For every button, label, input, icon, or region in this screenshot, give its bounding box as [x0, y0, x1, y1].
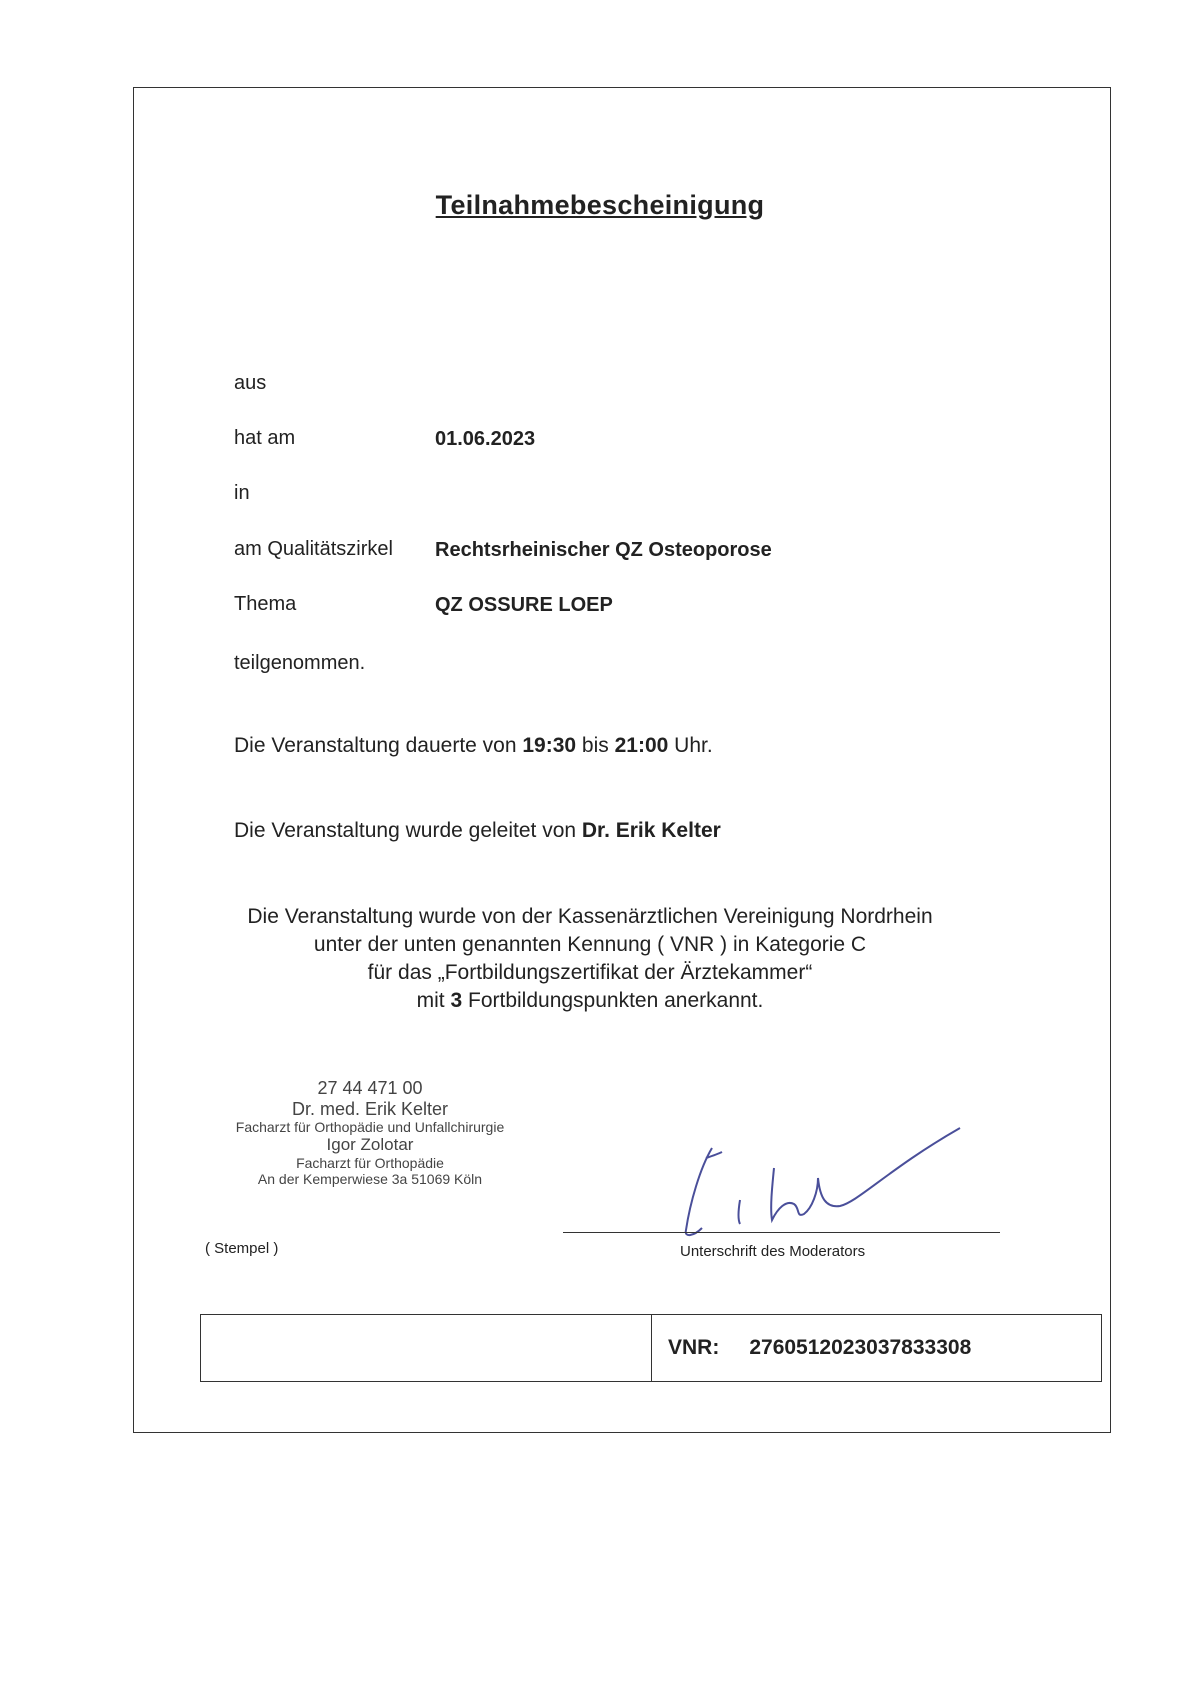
topic-value: QZ OSSURE LOEP: [435, 594, 613, 616]
recognition-prefix: mit: [416, 989, 451, 1012]
moderator-signature: [660, 1108, 990, 1238]
vnr-label: VNR:: [668, 1336, 720, 1359]
recognition-line-2: unter der unten genannten Kennung ( VNR ) in Kategorie C: [313, 933, 867, 956]
vnr-box: [200, 1314, 1102, 1382]
duration-suffix: Uhr.: [668, 734, 713, 757]
recognition-text: [220, 903, 960, 1015]
moderator-prefix: Die Veranstaltung wurde geleitet von: [234, 819, 582, 842]
closing-label: teilgenommen.: [234, 652, 366, 674]
duration-sentence: [234, 734, 713, 758]
circle-label: am Qualitätszirkel: [234, 538, 393, 560]
stempel-label: ( Stempel ): [205, 1240, 279, 1257]
recognition-suffix: Fortbildungspunkten anerkannt.: [462, 989, 764, 1012]
stamp-address: An der Kemperwiese 3a 51069 Köln: [257, 1171, 483, 1188]
aus-label: aus: [234, 372, 267, 394]
topic-label: Thema: [234, 593, 297, 615]
in-label: in: [234, 482, 250, 504]
vnr-value: 2760512023037833308: [749, 1336, 972, 1359]
circle-value: Rechtsrheinischer QZ Osteoporose: [435, 539, 772, 561]
duration-prefix: Die Veranstaltung dauerte von: [234, 734, 523, 757]
stamp-second-doctor: Igor Zolotar: [326, 1135, 414, 1155]
date-label: hat am: [234, 427, 296, 449]
doctor-stamp: [205, 1078, 535, 1187]
vnr-empty-cell: [201, 1315, 652, 1381]
stamp-specialty-1: Facharzt für Orthopädie und Unfallchirurgie: [235, 1119, 505, 1136]
recognition-line-3: für das „Fortbildungszertifikat der Ärztekammer“: [367, 961, 813, 984]
document-title: Teilnahmebescheinigung: [435, 190, 765, 220]
duration-end: 21:00: [614, 734, 669, 757]
signature-label: Unterschrift des Moderators: [680, 1243, 866, 1260]
signature-line: [563, 1232, 1000, 1233]
duration-middle: bis: [576, 734, 615, 757]
recognition-line-1: Die Veranstaltung wurde von der Kassenärztlichen Vereinigung Nordrhein: [247, 905, 933, 928]
stamp-doctor-name: Dr. med. Erik Kelter: [291, 1098, 449, 1119]
vnr-cell: [652, 1315, 1101, 1381]
recognition-line-4: [220, 987, 960, 1015]
stamp-specialty-2: Facharzt für Orthopädie: [296, 1155, 444, 1172]
points-value: 3: [450, 989, 463, 1012]
moderator-name: Dr. Erik Kelter: [581, 819, 721, 842]
moderator-sentence: [234, 819, 721, 843]
stamp-number: 27 44 471 00: [317, 1078, 423, 1098]
duration-start: 19:30: [522, 734, 577, 757]
date-value: 01.06.2023: [435, 428, 536, 450]
